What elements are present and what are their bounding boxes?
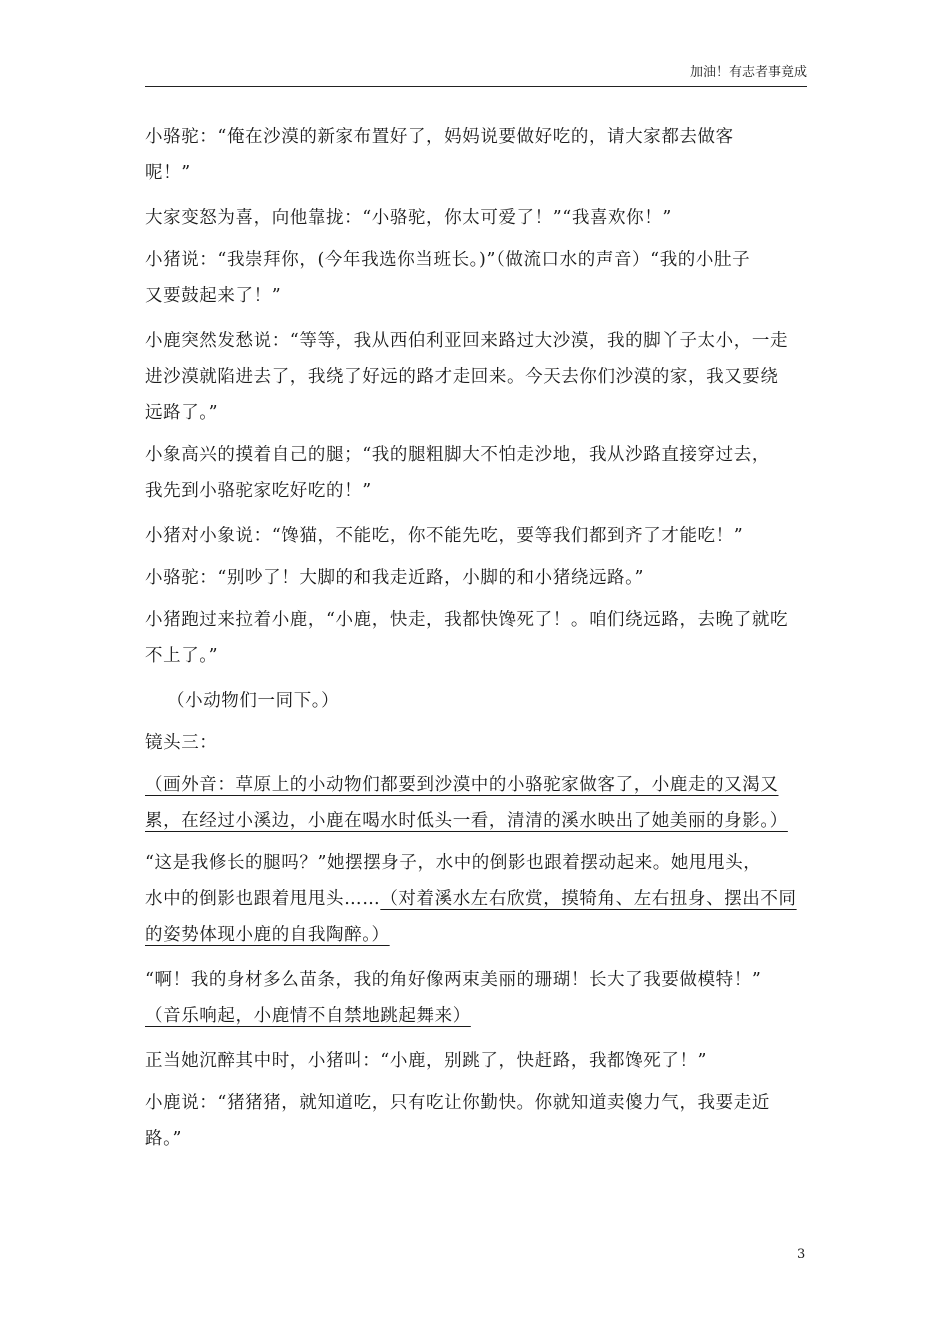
scene-heading: 镜头三：	[145, 733, 218, 753]
text-line: 不上了。”	[145, 646, 219, 666]
text-line: “啊！我的身材多么苗条，我的角好像两束美丽的珊瑚！长大了我要做模特！”	[145, 970, 762, 990]
text-line: 又要鼓起来了！”	[145, 286, 282, 306]
text-line: 小鹿突然发愁说：“等等，我从西伯利亚回来路过大沙漠，我的脚丫子太小，一走	[145, 331, 789, 351]
text-line: 呢！”	[145, 163, 191, 183]
stage-direction: （音乐响起，小鹿情不自禁地跳起舞来）	[145, 1006, 471, 1026]
text-line: 我先到小骆驼家吃好吃的！”	[145, 481, 372, 501]
page-number: 3	[797, 1247, 806, 1262]
text-line: 大家变怒为喜，向他靠拢：“小骆驼，你太可爱了！”“我喜欢你！”	[145, 208, 672, 228]
page-header: 加油！有志者事竟成	[145, 64, 807, 87]
dialogue-segment: 水中的倒影也跟着甩甩头……	[145, 889, 381, 909]
text-line: 小猪跑过来拉着小鹿，“小鹿，快走，我都快馋死了！。咱们绕远路，去晚了就吃	[145, 610, 789, 630]
text-line: 正当她沉醉其中时，小猪叫：“小鹿，别跳了，快赶路，我都馋死了！”	[145, 1051, 708, 1071]
text-line: 小象高兴的摸着自己的腿；“我的腿粗脚大不怕走沙地，我从沙路直接穿过去，	[145, 445, 770, 465]
text-line: “这是我修长的腿吗？”她摆摆身子，水中的倒影也跟着摆动起来。她甩甩头，	[145, 853, 762, 873]
text-line: 小骆驼：“别吵了！大脚的和我走近路，小脚的和小猪绕远路。”	[145, 568, 645, 588]
text-line: 小鹿说：“猪猪猪，就知道吃，只有吃让你勤快。你就知道卖傻力气，我要走近	[145, 1093, 770, 1113]
voiceover-line: （画外音：草原上的小动物们都要到沙漠中的小骆驼家做客了，小鹿走的又渴又	[145, 775, 779, 795]
text-line: 远路了。”	[145, 403, 219, 423]
text-line: 小猪说：“我崇拜你，(今年我选你当班长。)”（做流口水的声音）“我的小肚子	[145, 250, 751, 270]
text-line	[145, 886, 797, 912]
stage-direction: （对着溪水左右欣赏，摸犄角、左右扭身、摆出不同	[380, 889, 797, 909]
text-line: 路。”	[145, 1129, 182, 1149]
voiceover-line: 累，在经过小溪边，小鹿在喝水时低头一看，清清的溪水映出了她美丽的身影。）	[145, 811, 788, 831]
text-line: 小猪对小象说：“馋猫，不能吃，你不能先吃，要等我们都到齐了才能吃！”	[145, 526, 744, 546]
stage-direction: 的姿势体现小鹿的自我陶醉。）	[145, 925, 390, 945]
text-line: 进沙漠就陷进去了，我绕了好远的路才走回来。今天去你们沙漠的家，我又要绕	[145, 367, 779, 387]
text-line: 小骆驼：“俺在沙漠的新家布置好了，妈妈说要做好吃的，请大家都去做客	[145, 127, 734, 147]
stage-direction: （小动物们一同下。）	[167, 691, 340, 711]
